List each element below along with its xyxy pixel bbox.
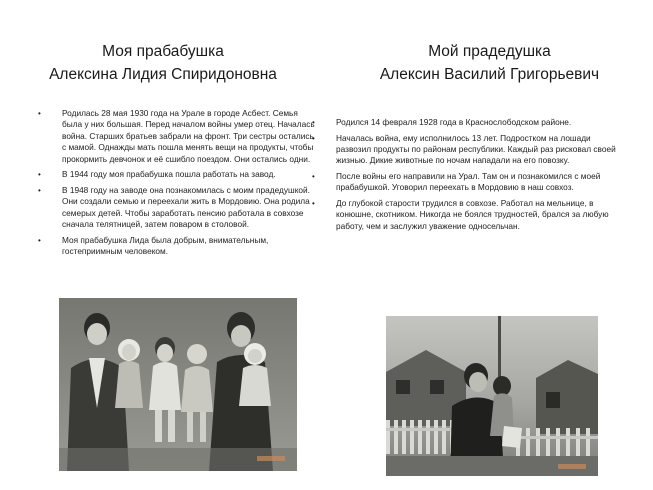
left-title (0, 40, 326, 86)
right-title-line1: Мой прадедушка (428, 43, 551, 60)
left-fact-4: • Моя прабабушка Лида была добрым, внимательным, гостеприимным человеком. (62, 235, 317, 258)
right-title-line2: Алексин Василий Григорьевич (379, 66, 600, 83)
family-photo-icon (59, 298, 297, 471)
left-title-line1: Моя прабабушка (102, 43, 224, 60)
left-fact-3: • В 1948 году на заводе она познакомилась с моим прадедушкой. Они создали семью и переехали жить в Мордовию. Она родила семерых детей. Чтобы заработать пенсию работала в совхозе сначала телятницей, затем поваром в столовой. (62, 185, 317, 231)
right-title (326, 40, 653, 86)
left-title-line2: Алексина Лидия Спиридоновна (49, 66, 277, 83)
right-facts-list (336, 117, 616, 236)
right-fact-2: • Началась война, ему исполнилось 13 лет. Подростком на лошади развозил продукты по районам республики. Каждый раз рисковал своей жизнью. Дикие животные по ночам нападали на его повозку. (336, 133, 616, 167)
man-with-child-photo-icon (386, 316, 598, 476)
right-fact-4: • До глубокой старости трудился в совхозе. Работал на мельнице, в конюшне, скотником. Никогда не боялся трудностей, брался за любую работу, чем и заслужил уважение односельчан. (336, 198, 616, 232)
left-fact-1: • Родилась 28 мая 1930 года на Урале в городе Асбест. Семья была у них большая. Перед началом войны умер отец. Началась война. Старших братьев забрали на фронт. Три сестры остались с мамой. Однажды мать пошла менять вещи на продукты, чтобы прокормить девчонок и её сшибло поездом. Они остались одни. (62, 108, 317, 165)
left-facts-list (62, 108, 317, 262)
left-fact-2: • В 1944 году моя прабабушка пошла работать на завод. (62, 169, 317, 180)
right-fact-3: • После войны его направили на Урал. Там он и познакомился с моей прабабушкой. Уговорил переехать в Мордовию в наш совхоз. (336, 171, 616, 194)
right-fact-1: • Родился 14 февраля 1928 года в Краснослободском районе. (336, 117, 616, 128)
